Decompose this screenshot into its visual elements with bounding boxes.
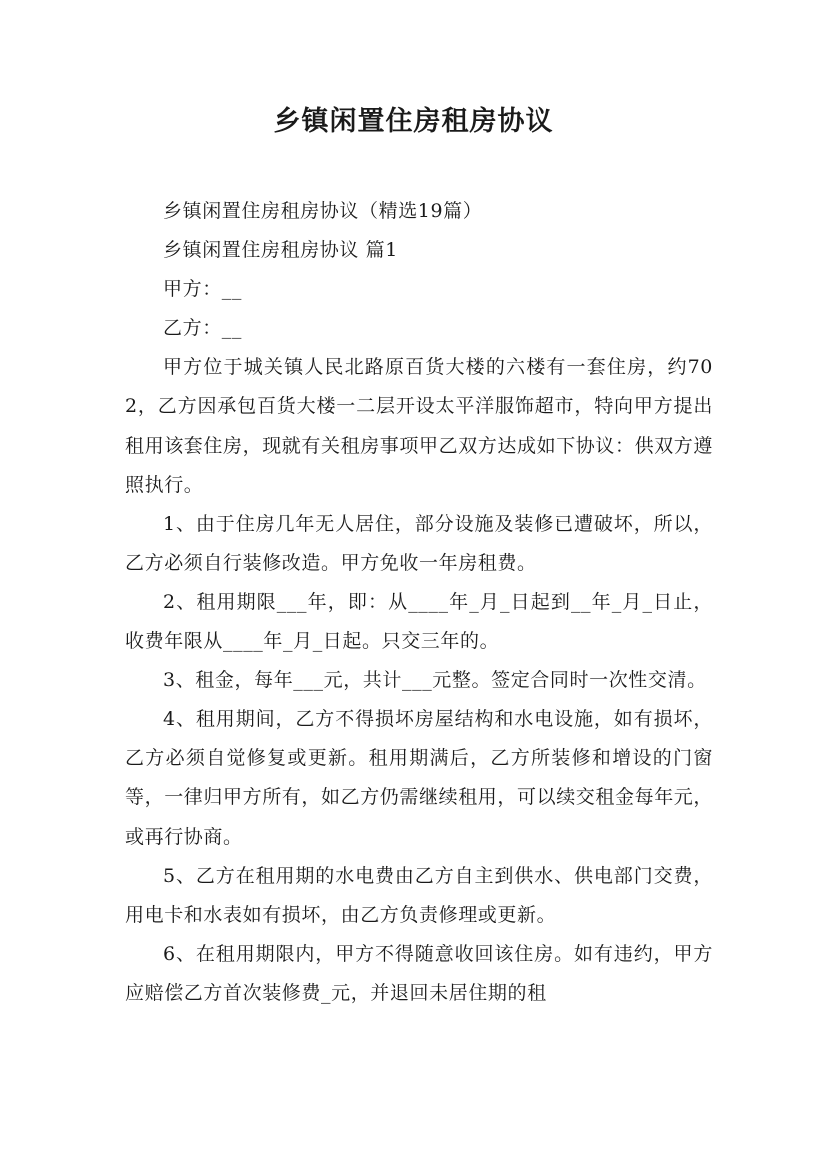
paragraph-clause-3: 3、租金，每年___元，共计___元整。签定合同时一次性交清。 bbox=[163, 669, 707, 692]
paragraph-subtitle: 乡镇闲置住房租房协议（精选19篇） bbox=[163, 200, 483, 222]
document-title: 乡镇闲置住房租房协议 bbox=[273, 106, 554, 137]
paragraph-clause-5: 5、乙方在租用期的水电费由乙方自主到供水、供电部门交费，用电卡和水表如有损坏，由乙方负责修理或更新。 bbox=[125, 864, 713, 926]
document-body bbox=[125, 192, 713, 1013]
paragraph-clause-1: 1、由于住房几年无人居住，部分设施及装修已遭破坏，所以，乙方必须自行装修改造。甲方免收一年房租费。 bbox=[125, 512, 713, 574]
paragraph-intro: 甲方位于城关镇人民北路原百货大楼的六楼有一套住房，约702，乙方因承包百货大楼一二层开设太平洋服饰超市，特向甲方提出租用该套住房，现就有关租房事项甲乙双方达成如下协议：供双方遵照执行。 bbox=[125, 356, 714, 496]
paragraph-clause-4: 4、租用期间，乙方不得损坏房屋结构和水电设施，如有损坏，乙方必须自觉修复或更新。租用期满后，乙方所装修和增设的门窗等，一律归甲方所有，如乙方仍需继续租用，可以续交租金每年元，或再行协商。 bbox=[125, 708, 714, 848]
paragraph-party-a: 甲方：__ bbox=[163, 278, 243, 301]
paragraph-section-heading: 乡镇闲置住房租房协议 篇1 bbox=[163, 239, 398, 262]
paragraph-clause-6: 6、在租用期限内，甲方不得随意收回该住房。如有违约，甲方应赔偿乙方首次装修费_元，并退回未居住期的租 bbox=[125, 942, 713, 1004]
paragraph-party-b: 乙方：__ bbox=[163, 317, 243, 340]
paragraph-clause-2: 2、租用期限___年，即：从____年_月_日起到__年_月_日止，收费年限从____年_月_日起。只交三年的。 bbox=[125, 590, 713, 653]
